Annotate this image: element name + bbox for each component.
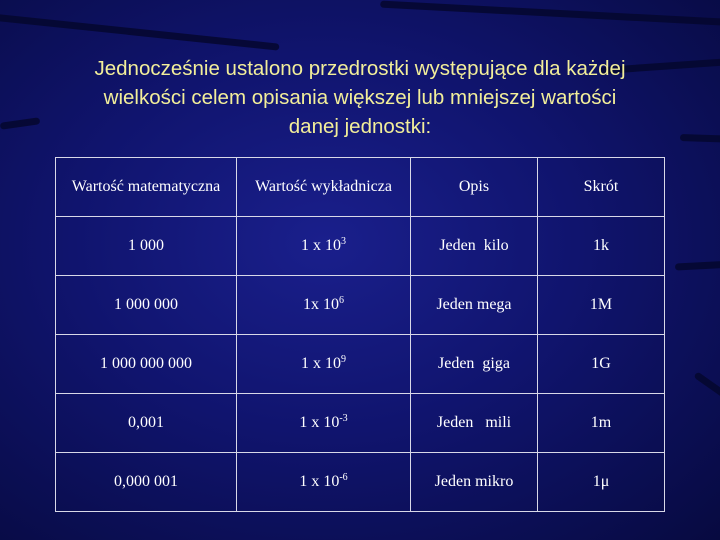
header-description: Opis [411, 158, 538, 217]
table-row [56, 276, 665, 335]
exp-base: 1 x 10 [299, 473, 340, 490]
cell-value: 0,001 [56, 394, 237, 453]
cell-exponential [237, 453, 411, 512]
cell-exponential [237, 217, 411, 276]
cell-value: 1 000 000 [56, 276, 237, 335]
table-row [56, 394, 665, 453]
si-prefix-table [55, 157, 665, 512]
background-streak [0, 12, 280, 50]
table-row [56, 335, 665, 394]
background-streak [0, 117, 40, 129]
cell-value: 1 000 000 000 [56, 335, 237, 394]
cell-abbreviation: 1M [538, 276, 665, 335]
exp-base: 1x 10 [303, 296, 339, 313]
exp-power: 3 [341, 236, 346, 247]
cell-description: Jeden kilo [411, 217, 538, 276]
title-line: Jednocześnie ustalono przedrostki występujące dla każdej [94, 57, 626, 80]
header-exponential-value: Wartość wykładnicza [237, 158, 411, 217]
cell-abbreviation: 1μ [538, 453, 665, 512]
cell-description: Jeden mikro [411, 453, 538, 512]
cell-abbreviation: 1k [538, 217, 665, 276]
exp-base: 1 x 10 [299, 414, 340, 431]
slide-title [60, 54, 660, 141]
title-line: wielkości celem opisania większej lub mniejszej wartości [103, 86, 617, 109]
cell-description: Jeden giga [411, 335, 538, 394]
cell-value: 1 000 [56, 217, 237, 276]
header-abbreviation: Skrót [538, 158, 665, 217]
cell-abbreviation: 1m [538, 394, 665, 453]
background-streak [680, 134, 720, 143]
background-streak [675, 260, 720, 270]
exp-base: 1 x 10 [301, 355, 341, 372]
cell-exponential [237, 335, 411, 394]
cell-value: 0,000 001 [56, 453, 237, 512]
table-header-row [56, 158, 665, 217]
cell-exponential [237, 394, 411, 453]
title-line: danej jednostki: [288, 115, 432, 138]
exp-base: 1 x 10 [301, 237, 341, 254]
cell-exponential [237, 276, 411, 335]
exp-power: 9 [341, 354, 346, 365]
header-mathematical-value: Wartość matematyczna [56, 158, 237, 217]
background-streak [693, 371, 720, 411]
background-streak [380, 1, 720, 27]
exp-power: 6 [339, 295, 344, 306]
table-row [56, 453, 665, 512]
table-row [56, 217, 665, 276]
cell-description: Jeden mili [411, 394, 538, 453]
cell-description: Jeden mega [411, 276, 538, 335]
cell-abbreviation: 1G [538, 335, 665, 394]
exp-power: -6 [339, 472, 348, 483]
exp-power: -3 [339, 413, 348, 424]
